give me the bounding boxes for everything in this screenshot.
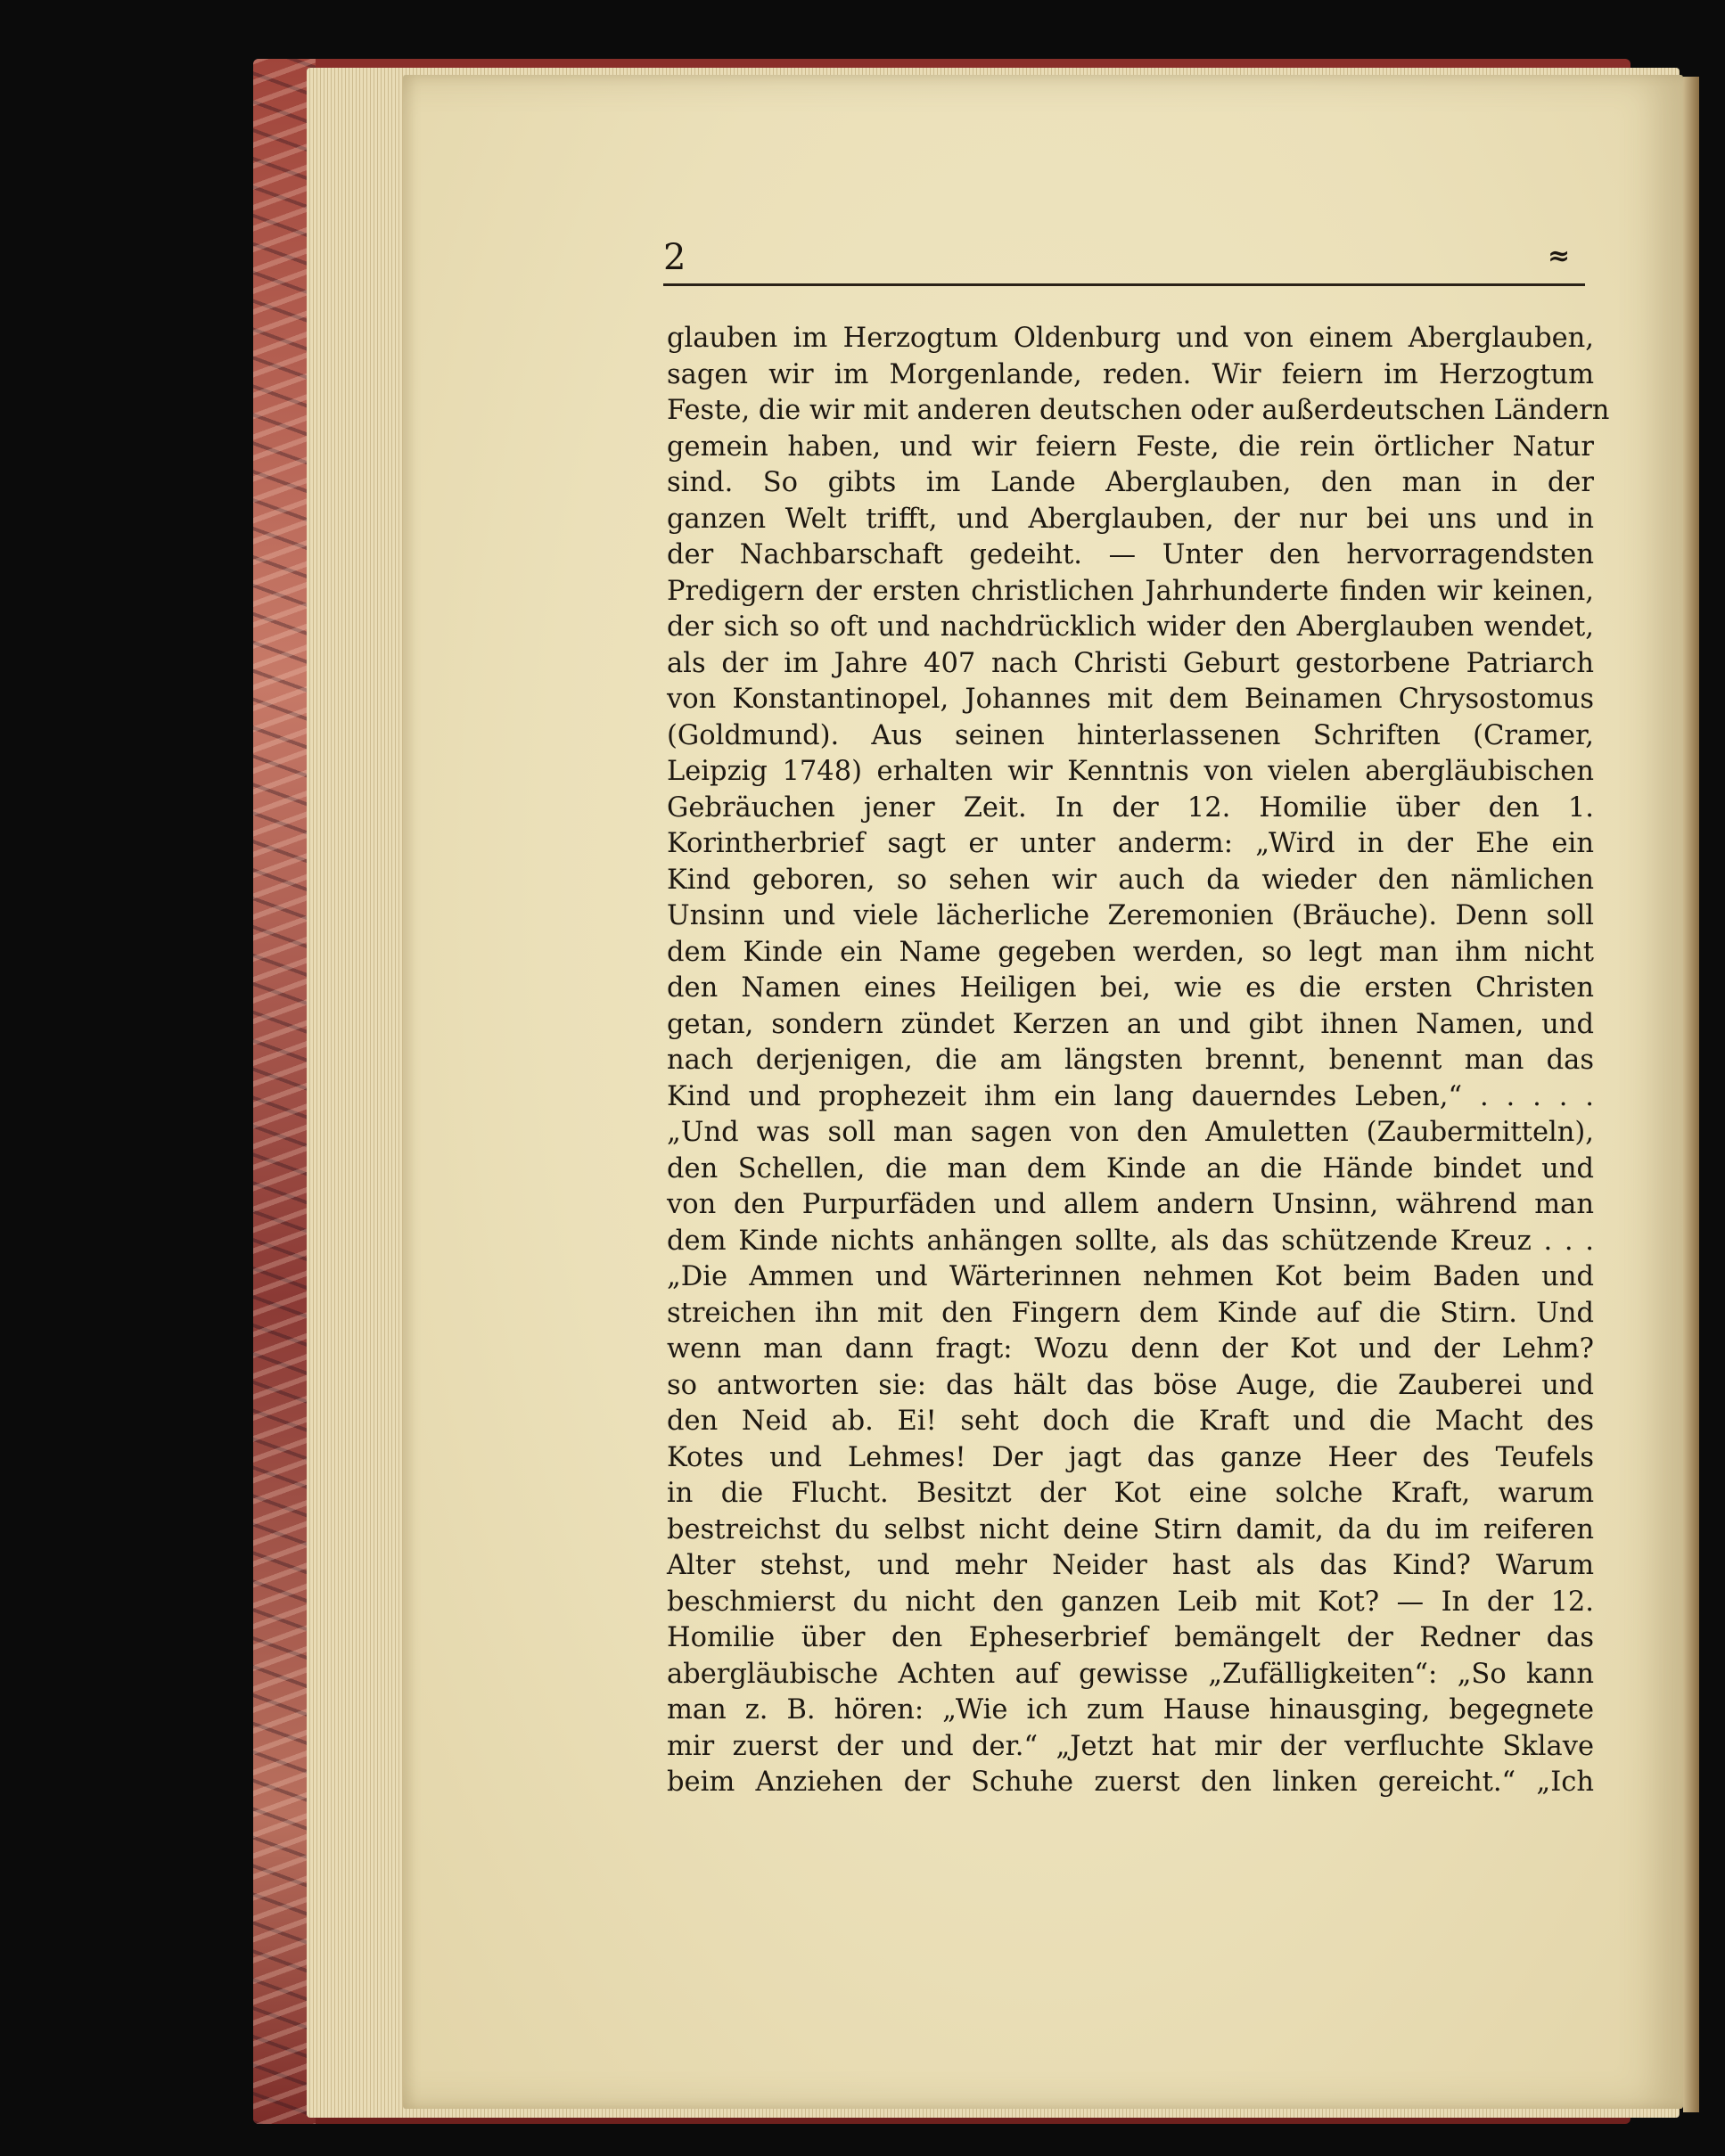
page-gutter-edge (1683, 77, 1699, 2112)
page-number: 2 (663, 237, 686, 278)
text-line: Alter stehst, und mehr Neider hast als das Kind? Warum (667, 1550, 1594, 1581)
text-line: (Goldmund). Aus seinen hinterlassenen Schriften (Cramer, (667, 719, 1594, 751)
text-line: man z. B. hören: „Wie ich zum Hause hinausging, begegnete (667, 1694, 1594, 1726)
text-line: Kind geboren, so sehen wir auch da wieder den nämlichen (667, 864, 1594, 896)
text-line: Homilie über den Epheserbrief bemängelt der Redner das (667, 1622, 1594, 1653)
text-line: getan, sondern zündet Kerzen an und gibt ihnen Namen, und (667, 1008, 1594, 1040)
text-line: den Neid ab. Ei! seht doch die Kraft und die Macht des (667, 1406, 1594, 1437)
text-line: streichen ihn mit den Fingern dem Kinde auf die Stirn. Und (667, 1297, 1594, 1329)
text-line: Feste, die wir mit anderen deutschen oder außerdeutschen Ländern (667, 395, 1610, 426)
text-line: bestreichst du selbst nicht deine Stirn damit, da du im reiferen (667, 1513, 1594, 1545)
body-text (667, 321, 1610, 1801)
text-line: ganzen Welt trifft, und Aberglauben, der nur bei uns und in (667, 503, 1594, 535)
text-line: Kotes und Lehmes! Der jagt das ganze Heer des Teufels (667, 1441, 1594, 1473)
text-line: in die Flucht. Besitzt der Kot eine solche Kraft, warum (667, 1478, 1594, 1509)
header-rule (663, 283, 1585, 286)
text-line: von den Purpurfäden und allem andern Unsinn, während man (667, 1189, 1594, 1220)
text-line: mir zuerst der und der.“ „Jetzt hat mir der verfluchte Sklave (667, 1730, 1594, 1762)
text-line: beim Anziehen der Schuhe zuerst den linken gereicht.“ „Ich (667, 1767, 1594, 1798)
text-line: beschmierst du nicht den ganzen Leib mit Kot? — In der 12. (667, 1586, 1594, 1618)
text-line: so antworten sie: das hält das böse Auge, die Zauberei und (667, 1369, 1594, 1401)
text-line: „Und was soll man sagen von den Amuletten (Zaubermitteln), (667, 1117, 1594, 1148)
text-line: Korintherbrief sagt er unter anderm: „Wird in der Ehe ein (667, 828, 1594, 859)
text-line: gemein haben, und wir feiern Feste, die rein örtlicher Natur (667, 430, 1594, 463)
text-line: den Namen eines Heiligen bei, wie es die ersten Christen (667, 972, 1594, 1004)
text-line: sind. So gibts im Lande Aberglauben, den man in der (667, 467, 1594, 498)
text-line: von Konstantinopel, Johannes mit dem Beinamen Chrysostomus (667, 684, 1594, 715)
text-line: sagen wir im Morgenlande, reden. Wir feiern im Herzogtum (667, 358, 1594, 390)
text-line: Leipzig 1748) erhalten wir Kenntnis von vielen abergläubischen (667, 756, 1594, 787)
text-line: der Nachbarschaft gedeiht. — Unter den hervorragendsten (667, 539, 1594, 570)
text-line: abergläubische Achten auf gewisse „Zufälligkeiten“: „So kann (667, 1658, 1594, 1690)
text-line: dem Kinde ein Name gegeben werden, so legt man ihm nicht (667, 936, 1594, 968)
text-line: der sich so oft und nachdrücklich wider den Aberglauben wendet, (667, 611, 1594, 643)
text-line: glauben im Herzogtum Oldenburg und von einem Aberglauben, (667, 323, 1594, 354)
text-line: „Die Ammen und Wärterinnen nehmen Kot beim Baden und (667, 1261, 1594, 1292)
text-line: Predigern der ersten christlichen Jahrhunderte finden wir keinen, (667, 575, 1594, 607)
text-line: nach derjenigen, die am längsten brennt, benennt man das (667, 1045, 1594, 1076)
text-line: als der im Jahre 407 nach Christi Geburt gestorbene Patriarch (667, 647, 1594, 679)
text-line: Kind und prophezeit ihm ein lang dauerndes Leben,“ . . . . . (667, 1080, 1594, 1112)
text-line: Gebräuchen jener Zeit. In der 12. Homilie über den 1. (667, 791, 1594, 824)
header-ornament-icon: ≈ (1548, 241, 1571, 272)
text-line: den Schellen, die man dem Kinde an die Hände bindet und (667, 1152, 1594, 1185)
text-line: Unsinn und viele lächerliche Zeremonien (Bräuche). Denn soll (667, 900, 1594, 931)
text-line: dem Kinde nichts anhängen sollte, als das schützende Kreuz . . . (667, 1225, 1594, 1257)
text-line: wenn man dann fragt: Wozu denn der Kot und der Lehm? (667, 1333, 1594, 1365)
